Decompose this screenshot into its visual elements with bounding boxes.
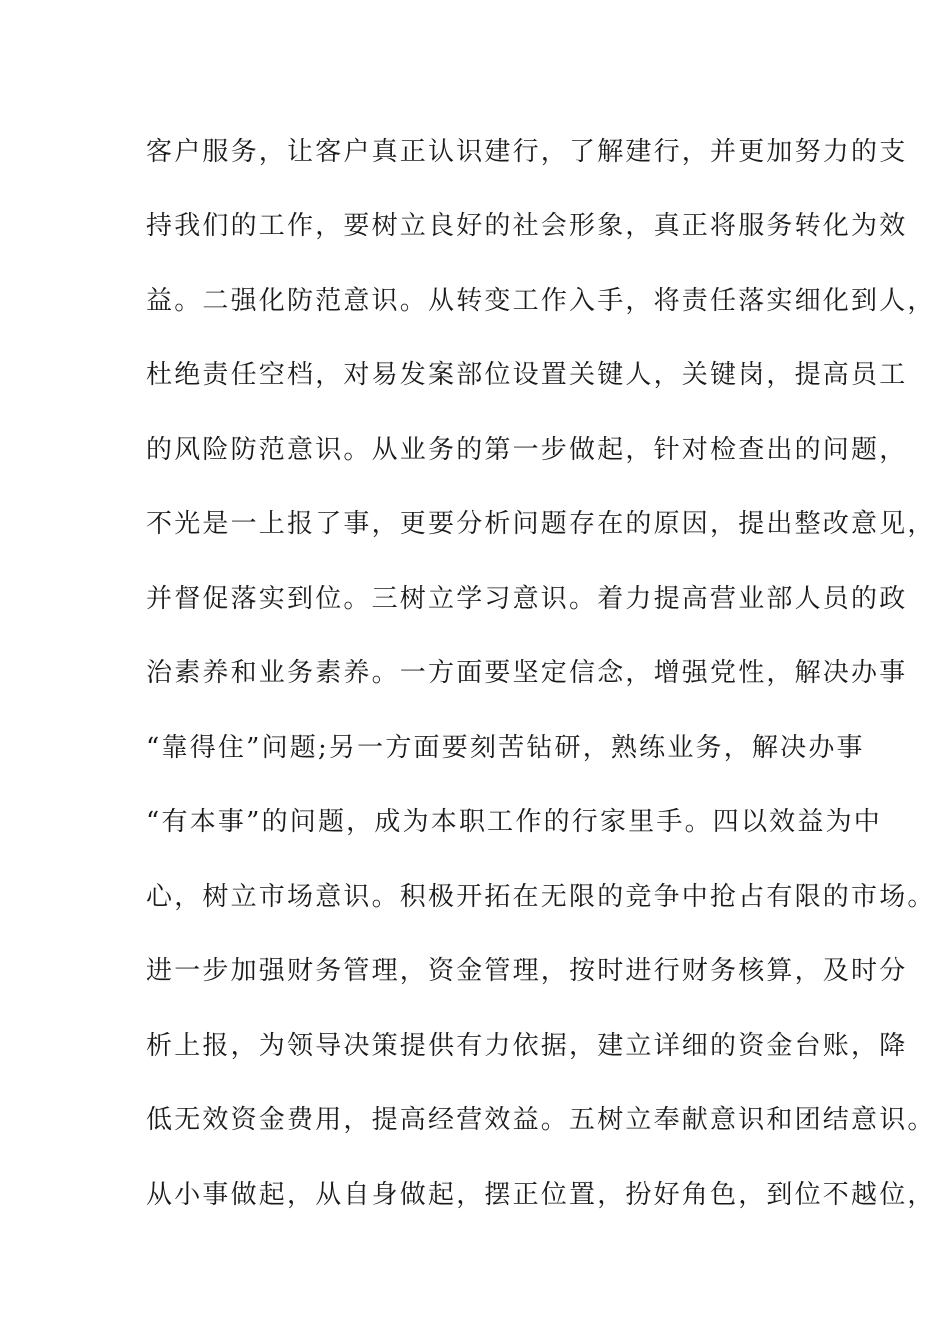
text-line: 低无效资金费用，提高经营效益。五树立奉献意识和团结意识。 (146, 1105, 936, 1135)
text-line: 的风险防范意识。从业务的第一步做起，针对检查出的问题， (146, 435, 908, 465)
text-line: 治素养和业务素养。一方面要坚定信念，增强党性，解决办事 (146, 658, 908, 688)
text-line: 析上报，为领导决策提供有力依据，建立详细的资金台账，降 (146, 1031, 908, 1061)
text-line: 从小事做起，从自身做起，摆正位置，扮好角色，到位不越位， (146, 1180, 936, 1210)
text-line: 杜绝责任空档，对易发案部位设置关键人，关键岗，提高员工 (146, 360, 908, 390)
text-line: “有本事”的问题，成为本职工作的行家里手。四以效益为中 (146, 807, 882, 837)
text-line: 心，树立市场意识。积极开拓在无限的竞争中抢占有限的市场。 (146, 882, 936, 912)
text-line: “靠得住”问题;另一方面要刻苦钻研，熟练业务，解决办事 (146, 733, 865, 763)
text-line: 持我们的工作，要树立良好的社会形象，真正将服务转化为效 (146, 211, 908, 241)
text-line: 不光是一上报了事，更要分析问题存在的原因，提出整改意见， (146, 509, 936, 539)
text-line: 客户服务，让客户真正认识建行，了解建行，并更加努力的支 (146, 137, 908, 167)
text-line: 并督促落实到位。三树立学习意识。着力提高营业部人员的政 (146, 584, 908, 614)
text-line: 益。二强化防范意识。从转变工作入手，将责任落实细化到人， (146, 286, 936, 316)
text-line: 进一步加强财务管理，资金管理，按时进行财务核算，及时分 (146, 956, 908, 986)
